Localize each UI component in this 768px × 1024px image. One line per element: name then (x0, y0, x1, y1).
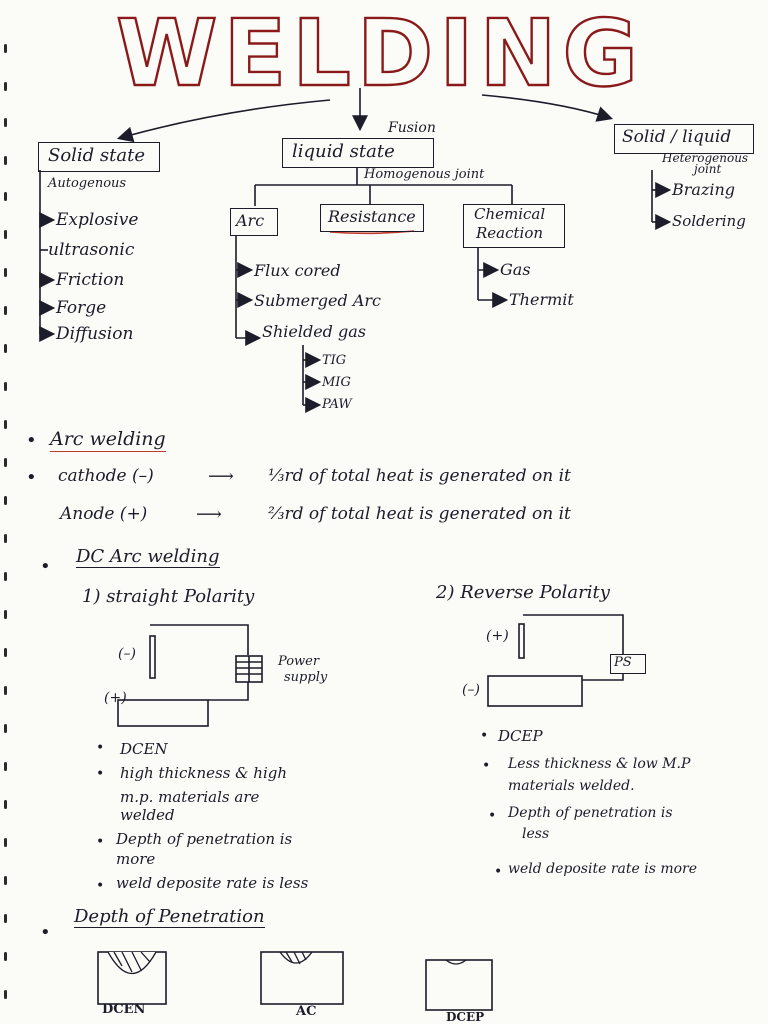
minus-terminal-label-rp: (–) (462, 682, 480, 698)
bullet: • (488, 808, 497, 824)
sl-item-brazing: Brazing (672, 180, 736, 199)
right-bullet-text: less (522, 826, 550, 842)
homogenous-joint-label: Homogenous joint (364, 167, 485, 182)
depth-heading: Depth of Penetration (74, 906, 265, 927)
chemical-label: Chemical (474, 205, 546, 223)
left-bullet-dcen: DCEN (120, 740, 168, 758)
joint-label: joint (694, 162, 722, 176)
minus-terminal-label: (–) (118, 646, 136, 662)
gas-item-paw: PAW (322, 397, 352, 412)
sl-item-soldering: Soldering (672, 212, 746, 230)
bullet: • (26, 467, 37, 488)
bullet: • (40, 922, 51, 943)
depth-label-dcen: DCEN (102, 1002, 146, 1017)
bullet: • (96, 878, 105, 894)
reaction-label: Reaction (476, 224, 544, 242)
anode-text: ⅔rd of total heat is generated on it (268, 504, 571, 524)
bullet: • (96, 740, 105, 756)
autogenous-label: Autogenous (48, 176, 127, 191)
left-bullet-text: weld deposite rate is less (116, 874, 309, 892)
left-bullet-text: high thickness & high (120, 764, 288, 782)
reverse-polarity-label: 2) Reverse Polarity (436, 582, 610, 603)
right-bullet-dcep: DCEP (498, 727, 543, 745)
anode-arrow: ⟶ (196, 504, 222, 525)
bullet: • (96, 834, 105, 850)
heterogenous-label: Heterogenous (662, 151, 749, 165)
left-bullet-text: more (116, 850, 156, 868)
arc-label: Arc (236, 211, 265, 230)
gas-item-tig: TIG (322, 353, 347, 368)
plus-terminal-label: (+) (104, 690, 127, 706)
solid-state-label: Solid state (48, 145, 146, 166)
bullet: • (480, 728, 489, 744)
power-label: Power (278, 654, 320, 669)
resistance-label: Resistance (328, 207, 416, 226)
cathode-label: cathode (–) (58, 466, 154, 486)
left-bullet-text: Depth of penetration is (116, 830, 293, 848)
plus-terminal-label-rp: (+) (486, 628, 509, 644)
solid-item-diffusion: Diffusion (56, 324, 134, 344)
bullet: • (96, 766, 105, 782)
arc-item-shielded-gas: Shielded gas (262, 322, 366, 341)
fusion-label: Fusion (388, 120, 436, 136)
depth-label-ac: AC (296, 1004, 317, 1019)
left-bullet-text: m.p. materials are (120, 788, 260, 806)
solid-item-forge: Forge (56, 298, 107, 318)
arc-welding-heading: Arc welding (50, 428, 166, 450)
cathode-arrow: ⟶ (208, 466, 234, 487)
solid-liquid-label: Solid / liquid (622, 127, 732, 147)
bullet: • (40, 556, 51, 577)
solid-item-explosive: Explosive (56, 210, 139, 230)
cathode-text: ⅓rd of total heat is generated on it (268, 466, 571, 486)
arc-item-submerged: Submerged Arc (254, 291, 381, 310)
depth-label-dcep: DCEP (446, 1010, 485, 1024)
solid-item-ultrasonic: ultrasonic (48, 240, 135, 260)
bullet: • (494, 864, 503, 880)
right-bullet-text: materials welded. (508, 778, 635, 794)
straight-polarity-label: 1) straight Polarity (82, 586, 255, 607)
left-bullet-text: welded (120, 806, 175, 824)
right-bullet-text: Depth of penetration is (508, 805, 673, 821)
ps-label: PS (614, 655, 632, 670)
anode-label: Anode (+) (60, 504, 148, 524)
arc-item-flux-cored: Flux cored (254, 261, 341, 280)
right-bullet-text: weld deposite rate is more (508, 861, 698, 877)
bullet: • (26, 430, 37, 451)
supply-label: supply (284, 670, 328, 685)
gas-item-mig: MIG (322, 375, 351, 390)
right-bullet-text: Less thickness & low M.P (508, 756, 691, 772)
chem-item-thermit: Thermit (509, 290, 574, 309)
dc-arc-heading: DC Arc welding (76, 546, 220, 567)
liquid-state-label: liquid state (292, 141, 395, 162)
bullet: • (482, 758, 491, 774)
page-title: WELDING (115, 0, 645, 107)
solid-item-friction: Friction (56, 270, 125, 290)
chem-item-gas: Gas (500, 260, 531, 279)
